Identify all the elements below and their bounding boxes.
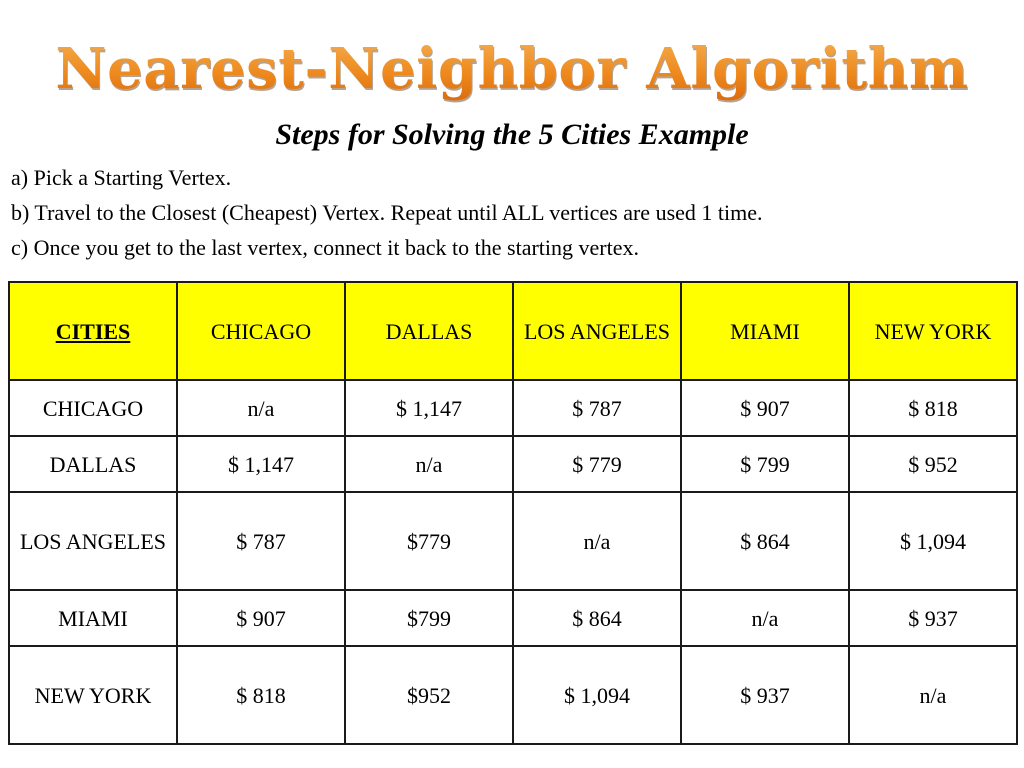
step-c: c) Once you get to the last vertex, connect it back to the starting vertex. xyxy=(11,235,639,260)
step-a: a) Pick a Starting Vertex. xyxy=(11,165,232,190)
table-row-los-angeles xyxy=(9,492,1017,590)
table-cell: $ 787 xyxy=(177,492,345,590)
column-header-new-york: NEW YORK xyxy=(849,282,1017,380)
table-cell: n/a xyxy=(681,590,849,646)
table-cell: n/a xyxy=(177,380,345,436)
table-cell: $ 864 xyxy=(681,492,849,590)
table-cell: $952 xyxy=(345,646,513,744)
table-cell: $ 864 xyxy=(513,590,681,646)
table-cell: n/a xyxy=(345,436,513,492)
steps-list xyxy=(11,160,1016,265)
table-row-chicago xyxy=(9,380,1017,436)
column-header-chicago: CHICAGO xyxy=(177,282,345,380)
table-cell: $779 xyxy=(345,492,513,590)
table-cell: $ 818 xyxy=(849,380,1017,436)
table-row-miami xyxy=(9,590,1017,646)
table-cell: $ 1,094 xyxy=(849,492,1017,590)
table-cell: $ 937 xyxy=(849,590,1017,646)
row-header-chicago: CHICAGO xyxy=(9,380,177,436)
table-row-new-york xyxy=(9,646,1017,744)
table-cell: $ 907 xyxy=(177,590,345,646)
table-cell: $ 1,094 xyxy=(513,646,681,744)
column-header-los-angeles: LOS ANGELES xyxy=(513,282,681,380)
column-header-dallas: DALLAS xyxy=(345,282,513,380)
table-cell: $ 779 xyxy=(513,436,681,492)
table-cell: $799 xyxy=(345,590,513,646)
row-header-los-angeles: LOS ANGELES xyxy=(9,492,177,590)
table-cell: $ 937 xyxy=(681,646,849,744)
table-cell: $ 787 xyxy=(513,380,681,436)
table-cell: $ 1,147 xyxy=(177,436,345,492)
table-row-dallas xyxy=(9,436,1017,492)
distance-table xyxy=(8,281,1018,745)
table-cell: $ 1,147 xyxy=(345,380,513,436)
step-b: b) Travel to the Closest (Cheapest) Vertex. Repeat until ALL vertices are used 1 time. xyxy=(11,200,763,225)
row-header-miami: MIAMI xyxy=(9,590,177,646)
table-cell: n/a xyxy=(513,492,681,590)
table-cell: $ 907 xyxy=(681,380,849,436)
row-header-dallas: DALLAS xyxy=(9,436,177,492)
table-cell: n/a xyxy=(849,646,1017,744)
table-cell: $ 799 xyxy=(681,436,849,492)
slide-subtitle: Steps for Solving the 5 Cities Example xyxy=(275,118,749,151)
row-header-new-york: NEW YORK xyxy=(9,646,177,744)
table-cell: $ 952 xyxy=(849,436,1017,492)
table-cell: $ 818 xyxy=(177,646,345,744)
slide-title: Nearest-Neighbor Algorithm xyxy=(0,30,1024,108)
column-header-miami: MIAMI xyxy=(681,282,849,380)
header-row xyxy=(9,282,1017,380)
corner-header-cities: CITIES xyxy=(9,282,177,380)
